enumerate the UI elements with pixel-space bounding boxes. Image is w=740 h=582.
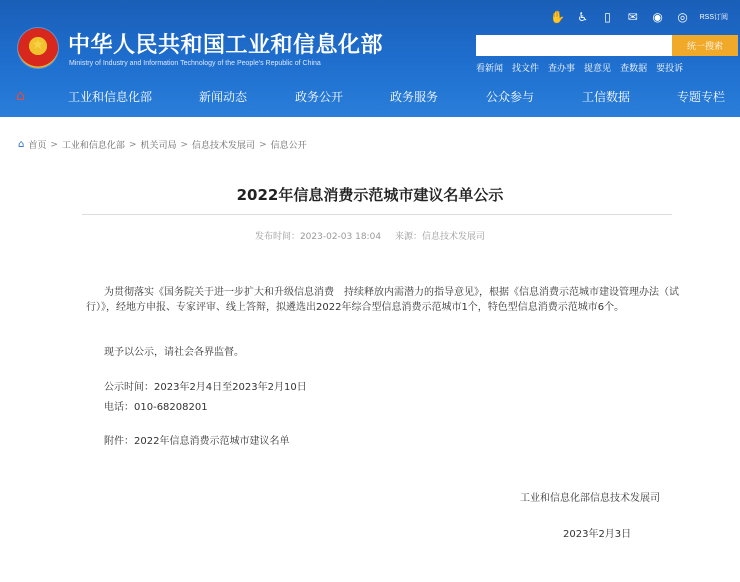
quick-links [476,61,683,74]
national-emblem-icon [18,28,58,68]
quick-link-files[interactable]: 找文件 [512,64,540,74]
rss-link[interactable]: RSS订阅 [699,14,728,21]
announcement-period: 公示时间：2023年2月4日至2023年2月10日 [104,382,307,393]
wechat-icon[interactable]: ◉ [652,10,663,24]
attachment-link[interactable]: 附件：2022年信息消费示范城市建议名单 [104,436,290,447]
site-name-en: Ministry of Industry and Information Technology of the People's Republic of China [69,60,321,67]
signature-date: 2023年2月3日 [563,529,632,540]
breadcrumb-ministry[interactable]: 工业和信息化部 [61,141,125,151]
breadcrumb-separator: > [180,139,189,150]
home-icon: ⌂ [18,139,25,150]
nav-item-news[interactable]: 新闻动态 [199,90,248,104]
nav-item-special-topics[interactable]: 专题专栏 [677,90,726,104]
breadcrumb-home[interactable]: 首页 [28,141,47,151]
site-name[interactable]: 中华人民共和国工业和信息化部 [68,33,384,58]
article-source: 来源：信息技术发展司 [395,232,486,242]
quick-link-feedback[interactable]: 提意见 [584,64,612,74]
search-button[interactable]: 统一搜索 [672,35,738,56]
home-icon[interactable]: ⌂ [16,88,25,104]
quick-link-data[interactable]: 查数据 [620,64,648,74]
nav-item-public-participation[interactable]: 公众参与 [486,90,535,104]
breadcrumb-separator: > [50,139,58,150]
breadcrumb [18,138,307,151]
nav-item-ministry[interactable]: 工业和信息化部 [68,90,153,104]
accessibility-icon[interactable]: ✋ [550,10,566,24]
wheelchair-icon[interactable]: ♿ [577,10,588,24]
main-nav [0,86,740,112]
contact-phone: 电话：010-68208201 [104,402,208,413]
mail-icon[interactable]: ✉ [627,10,638,24]
nav-item-data[interactable]: 工信数据 [582,90,631,104]
publish-time: 发布时间：2023-02-03 18:04 [254,232,382,242]
breadcrumb-separator: > [128,139,137,150]
article-paragraph: 现予以公示，请社会各界监督。 [104,347,244,358]
quick-link-complaint[interactable]: 要投诉 [656,64,684,74]
breadcrumb-departments[interactable]: 机关司局 [140,141,177,151]
breadcrumb-info-disclosure[interactable]: 信息公开 [270,141,307,151]
article-meta [0,229,740,242]
nav-item-open-government[interactable]: 政务公开 [295,90,344,104]
top-icon-bar [550,8,728,26]
breadcrumb-separator: > [259,139,267,150]
site-header [0,0,740,117]
breadcrumb-it-development[interactable]: 信息技术发展司 [192,141,256,151]
nav-item-government-services[interactable]: 政务服务 [390,90,439,104]
mobile-icon[interactable]: ▯ [604,10,611,24]
article-body [86,285,690,315]
search-input[interactable] [476,35,672,56]
signature: 工业和信息化部信息技术发展司 [520,493,660,504]
title-divider [82,214,672,215]
article-title: 2022年信息消费示范城市建议名单公示 [236,186,504,204]
quick-link-news[interactable]: 看新闻 [476,64,504,74]
article-paragraph: 为贯彻落实《国务院关于进一步扩大和升级信息消费 持续释放内需潜力的指导意见》，根据《信息消费示范城市建设管理办法（试行）》，经地方申报、专家评审、线上答辩，拟遴选出2022年综合型信息消费示范城市1个，特色型信息消费示范城市6个。 [86,287,679,313]
quick-link-services[interactable]: 查办事 [548,64,576,74]
weibo-icon[interactable]: ◎ [677,10,688,24]
